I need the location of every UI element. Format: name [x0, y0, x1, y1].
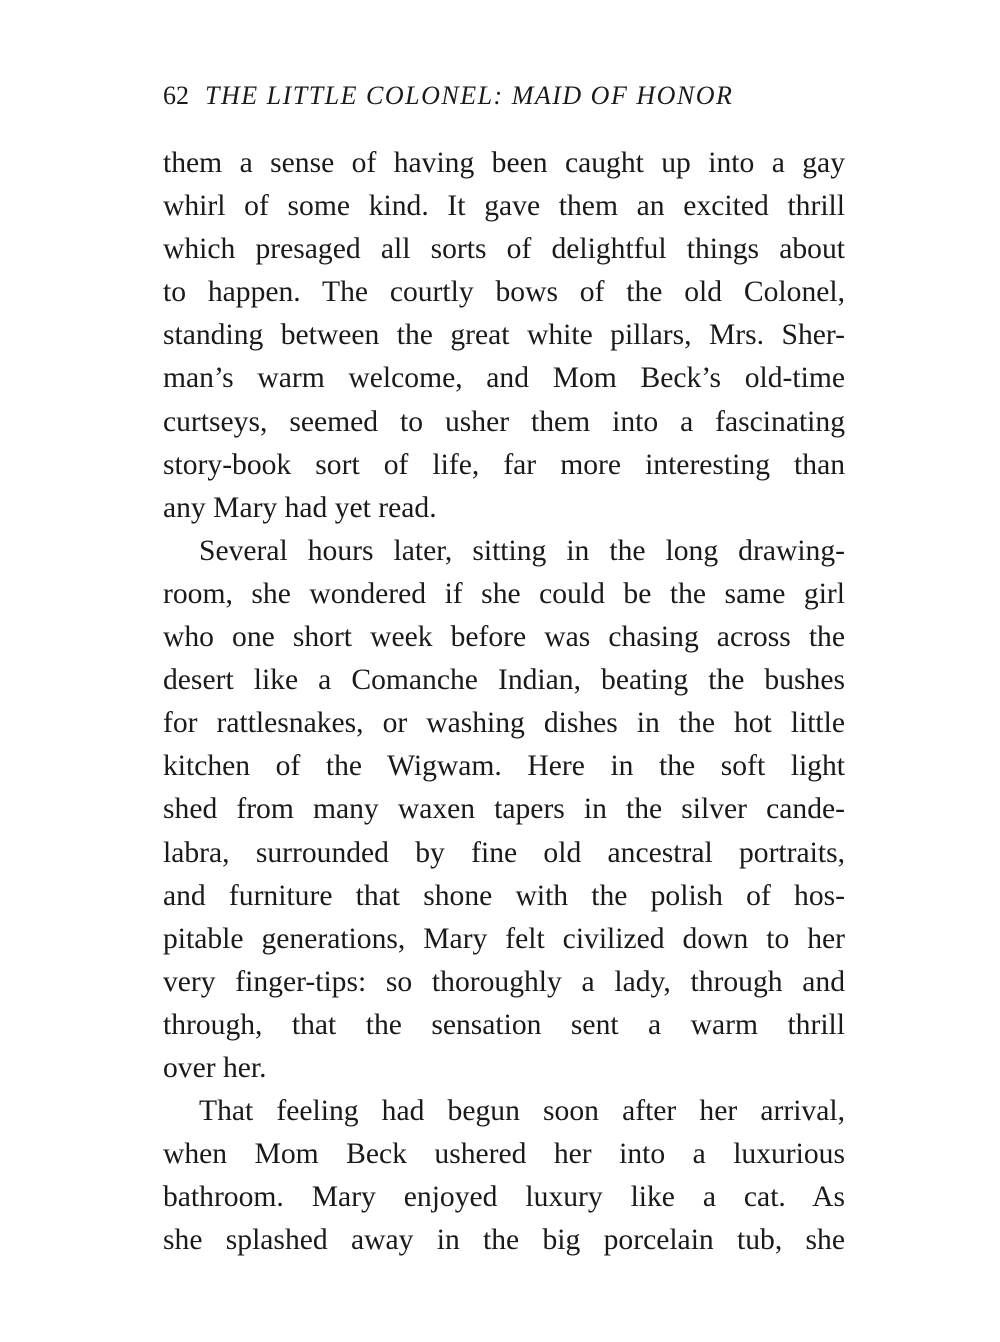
paragraph: [163, 530, 845, 1090]
running-head: [163, 78, 853, 114]
text-line: over her.: [163, 1051, 267, 1084]
text-line: who one short week before was chasing across the: [163, 621, 845, 654]
paragraph: [163, 142, 845, 530]
text-line: man’s warm welcome, and Mom Beck’s old-time: [163, 362, 845, 395]
text-line: That feeling had begun soon after her arrival,: [199, 1095, 845, 1128]
text-line: bathroom. Mary enjoyed luxury like a cat. As: [163, 1181, 845, 1214]
running-title: THE LITTLE COLONEL: MAID OF HONOR: [205, 81, 734, 110]
text-line: when Mom Beck ushered her into a luxurious: [163, 1138, 845, 1171]
page-number: 62: [163, 81, 189, 110]
text-line: pitable generations, Mary felt civilized down to her: [163, 922, 845, 955]
text-line: kitchen of the Wigwam. Here in the soft light: [163, 750, 845, 783]
text-line: to happen. The courtly bows of the old Colonel,: [163, 276, 845, 309]
text-line: shed from many waxen tapers in the silver cande-: [163, 793, 845, 826]
text-line: she splashed away in the big porcelain tub, she: [163, 1224, 845, 1257]
text-line: story-book sort of life, far more interesting than: [163, 448, 845, 481]
text-line: curtseys, seemed to usher them into a fascinating: [163, 405, 845, 438]
text-line: whirl of some kind. It gave them an excited thrill: [163, 190, 845, 223]
text-line: and furniture that shone with the polish of hos-: [163, 879, 845, 912]
text-line: any Mary had yet read.: [163, 491, 437, 524]
text-line: which presaged all sorts of delightful things about: [163, 233, 845, 266]
text-line: very finger-tips: so thoroughly a lady, through and: [163, 965, 845, 998]
text-line: them a sense of having been caught up into a gay: [163, 147, 845, 179]
text-line: desert like a Comanche Indian, beating the bushes: [163, 664, 845, 697]
paragraph: [163, 1090, 845, 1262]
text-line: room, she wondered if she could be the same girl: [163, 577, 845, 610]
text-line: labra, surrounded by fine old ancestral portraits,: [163, 836, 845, 869]
body-text: [163, 142, 845, 1262]
text-line: through, that the sensation sent a warm thrill: [163, 1008, 845, 1041]
text-line: standing between the great white pillars, Mrs. Sher-: [163, 319, 845, 352]
text-line: Several hours later, sitting in the long drawing-: [199, 534, 845, 567]
text-line: for rattlesnakes, or washing dishes in the hot little: [163, 707, 845, 740]
